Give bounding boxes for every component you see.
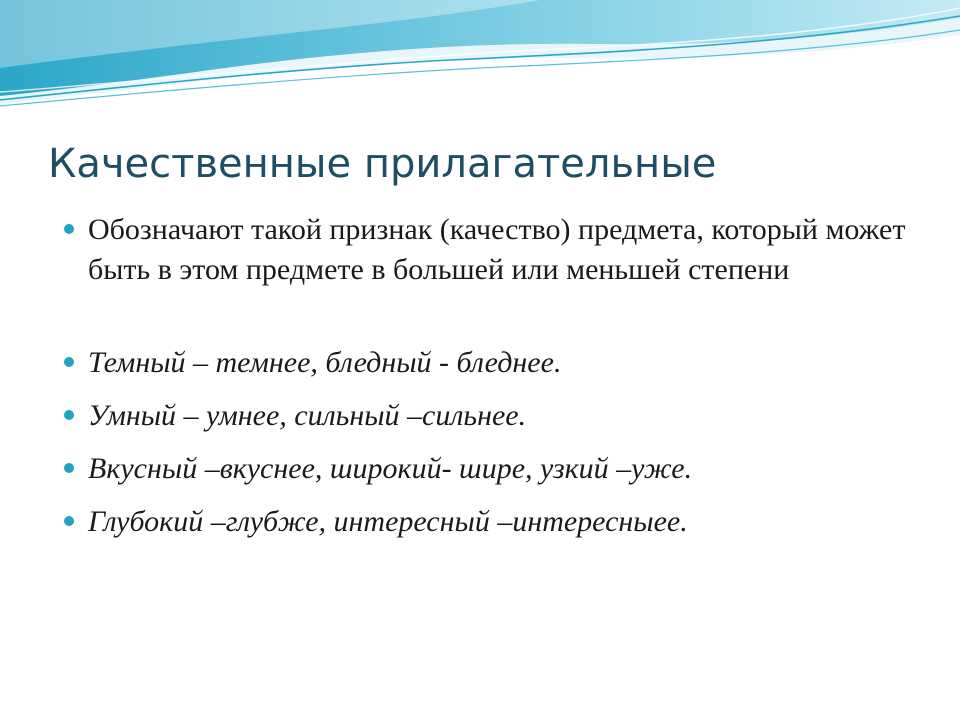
bullet-list: [56, 210, 916, 555]
bullet-text: Вкусный –вкуснее, широкий- шире, узкий –уже.: [88, 452, 693, 485]
bullet-text: Обозначают такой признак (качество) предмета, который может быть в этом предмете в большей или меньшей степени: [88, 213, 906, 286]
bullet-text: Темный – темнее, бледный - бледнее.: [88, 346, 562, 379]
bullet-item-example: [56, 502, 916, 542]
round-dot-icon: [64, 516, 74, 526]
round-dot-icon: [64, 463, 74, 473]
wave-banner-icon: [0, 0, 960, 110]
bullet-text: Умный – умнее, сильный –сильнее.: [88, 399, 527, 432]
bullet-item-example: [56, 396, 916, 436]
bullet-item-example: [56, 449, 916, 489]
round-dot-icon: [64, 357, 74, 367]
bullet-item-example: [56, 343, 916, 383]
round-dot-icon: [64, 224, 74, 234]
round-dot-icon: [64, 410, 74, 420]
bullet-text: Глубокий –глубже, интересный –интересныее.: [88, 505, 688, 538]
slide-title: Качественные прилагательные: [48, 141, 717, 187]
bullet-item-definition: [56, 210, 916, 290]
